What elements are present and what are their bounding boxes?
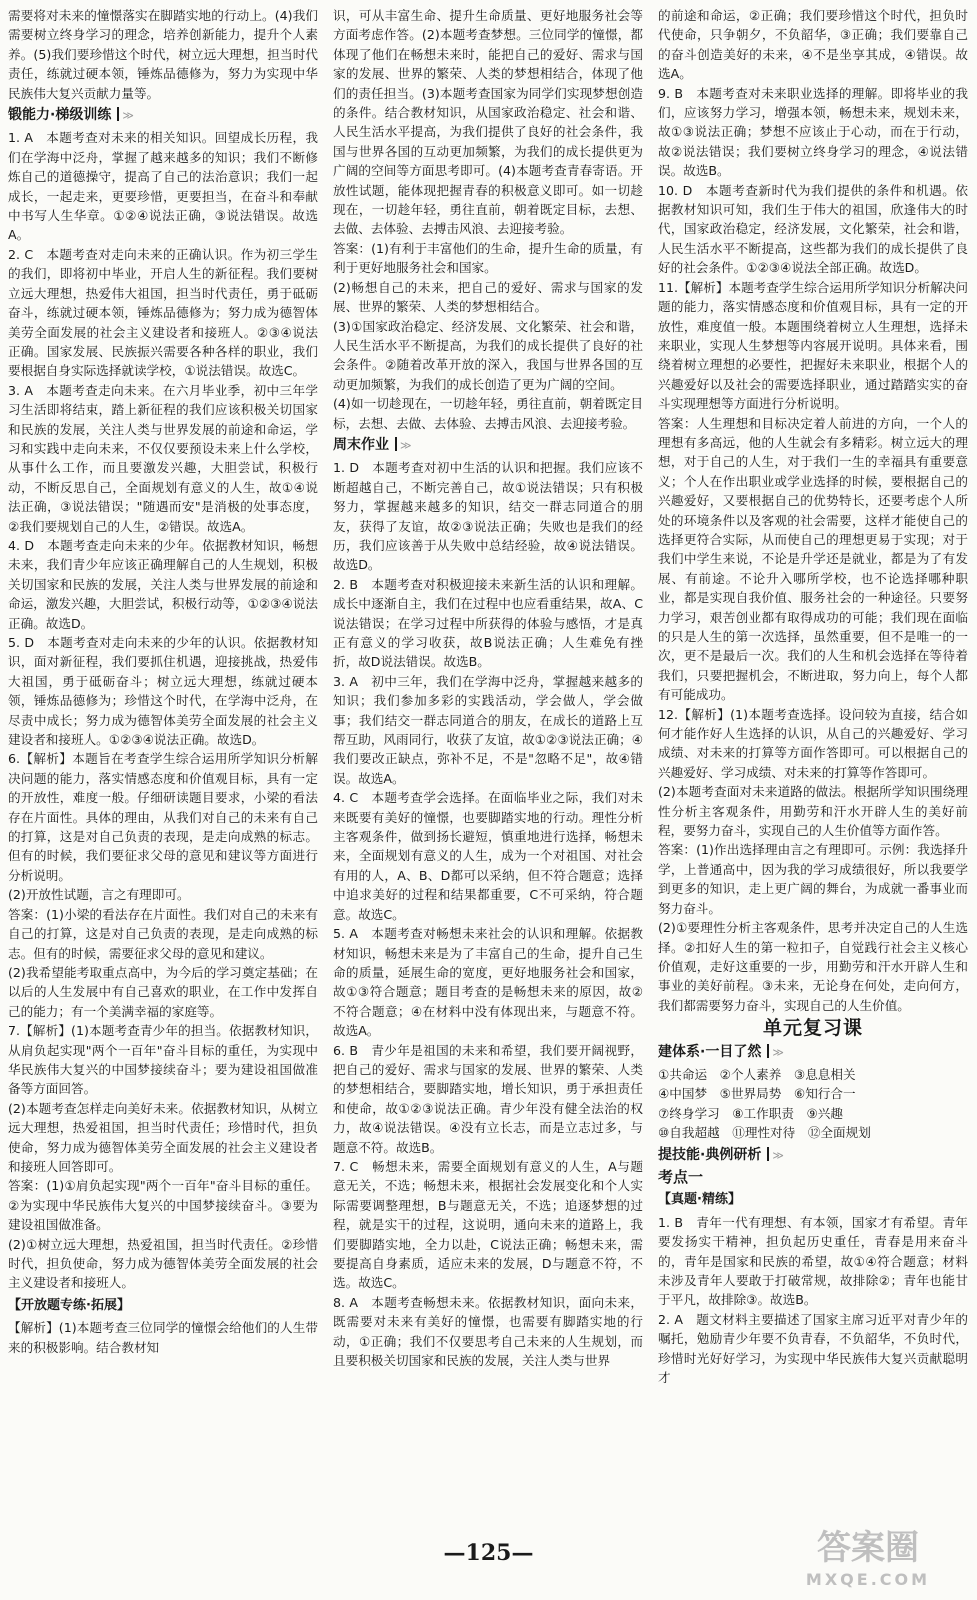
divider-bar [767,1044,769,1058]
column-right [658,6,968,1516]
system-line: ⑦终身学习 ⑧工作职责 ⑨兴趣 [658,1105,843,1121]
answer-item: 6. B 青少年是祖国的未来和希望，我们要开阔视野，把自己的爱好、需求与国家的发展、世界的繁荣、人类的梦想相结合，要脚踏实地，增长知识，勇于承担责任和使命，故①②③说法正确。青少年没有健全法治的权力，故④说法错误。④没有立长志，而是立志过多，与题意不符。故选B。 [333,1042,643,1155]
answer-item: 1. B 青年一代有理想、有本领，国家才有希望。青年要发扬实干精神，担负起历史重任，青春是用来奋斗的，青年是国家和民族的希望，故①④符合题意；材料未涉及青年人要敢于打破常规，故排除②；青年也能甘于平凡，故排除③。故选B。 [658,1214,968,1308]
continued-paragraph: 识，可从丰富生命、提升生命质量、更好地服务社会等方面考虑作答。(2)本题考查梦想。三位同学的憧憬，都体现了他们在畅想未来时，能把自己的爱好、需求与国家的发展、世界的繁荣、人类的梦想相结合，体现了他们的责任担当。(3)本题考查国家为同学们实现梦想创造的条件。结合教材知识，从国家政治稳定、社会和谐、人民生活水平提高，为我们提供了良好的社会条件，我国与世界各国的互动更加频繁，为我们的成长提供更为广阔的空间等方面思考即可。(4)本题考查青春寄语。开放性试题，能体现把握青春的积极意义即可。如一切趁现在，一切趁年轻，勇往直前，朝着既定目标，去想、去做、去体验、去搏击风浪、去迎接考验。 答案：(1)有利于丰富他们的生命，提升生命的质量，有利于更好地服务社会和国家。 (2)畅想自己的未来，把自己的爱好、需求与国家的发展、世界的繁荣、人类的梦想相结合。 (3)①国家政治稳定、经济发展、文化繁荣、社会和谐，人民生活水平不断提高，为我们的成长提供了良好的社会条件。②随着改革开放的深入，我国与世界各国的互动更加频繁，为我们的成长创造了更为广阔的空间。 (4)如一切趁现在，一切趁年轻，勇往直前，朝着既定目标，去想、去做、去体验、去搏击风浪、去迎接考验。 [333,8,643,431]
chevron-icon: ≫ [772,1045,784,1059]
answer-item: 2. A 题文材料主要描述了国家主席习近平对青少年的嘱托，勉励青少年要不负青春，不负韶华，不负时代，珍惜时光好好学习，为实现中华民族伟大复兴贡献聪明才 [658,1311,968,1386]
chevron-icon: ≫ [772,1148,784,1162]
divider-bar [767,1147,769,1161]
answer-item: 7.【解析】(1)本题考查青少年的担当。依据教材知识，从肩负起实现"两个一百年"奋斗目标的重任，为实现中华民族伟大复兴的中国梦接续奋斗；要为建设祖国做准备等方面回答。 (2)本题考查怎样走向美好未来。依据教材知识，从树立远大理想，热爱祖国，担当时代责任；珍惜时代，担负使命，努力成为德智体美劳全面发展的社会主义建设者和接班人回答即可。 答案：(1)①肩负起实现"两个一百年"奋斗目标的重任。②为实现中华民族伟大复兴的中国梦接续奋斗。③要为建设祖国做准备。 (2)①树立远大理想，热爱祖国，担当时代责任。②珍惜时代，担负使命，努力成为德智体美劳全面发展的社会主义建设者和接班人。 [8,1023,318,1291]
answer-item: 5. D 本题考查对走向未来的少年的认识。依据教材知识，面对新征程，我们要抓住机遇，迎接挑战，热爱伟大祖国，勇于砥砺奋斗；树立远大理想，练就过硬本领，锤炼品德修为；珍惜这个时代，在学海中泛舟，在尽责中成长；努力成为德智体美劳全面发展的社会主义建设者和接班人。①②③④说法正确。故选D。 [8,635,318,748]
answer-item: 2. B 本题考查对积极迎接未来新生活的认识和理解。成长中逐渐自主，我们在过程中也应看重结果，故A、C说法错误；在学习过程中所获得的体验与感悟，才是真正有意义的学习收获，故B说法正确；人生难免有挫折，故D说法错误。故选B。 [333,576,643,670]
answer-item: 2. C 本题考查对走向未来的正确认识。作为初三学生的我们，即将初中毕业，开启人生的新征程。我们要树立远大理想，热爱伟大祖国，担当时代责任，勇于砥砺奋斗，练就过硬本领，锤炼品德修为；努力成为德智体美劳全面发展的社会主义建设者和接班人。②③④说法正确。国家发展、民族振兴需要各种各样的职业，我们要根据自身实际选择就读学校，①说法错误。故选C。 [8,246,318,379]
section-heading-system: 建体系·一目了然 ≫ [658,1043,784,1060]
system-line: ①共命运 ②个人素养 ③息息相关 [658,1066,856,1082]
divider-bar [395,437,397,451]
column-middle [333,6,643,1516]
answer-item: 7. C 畅想未来，需要全面规划有意义的人生，A与题意无关，不选；畅想未来，根据社会发展变化和个人实际需要调整理想，B与题意无关，不选；追逐梦想的过程，就是实干的过程，这说明，通向未来的道路上，我们要脚踏实地，全力以赴，C说法正确；畅想未来，需要提高自身素质，适应未来的发展，D与题意不符，不选。故选C。 [333,1158,643,1291]
column-left [8,6,318,1516]
continued-paragraph: 的前途和命运，②正确；我们要珍惜这个时代，担负时代使命，只争朝夕，不负韶华，③正确；我们要靠自己的奋斗创造美好的未来，④不是坐享其成，④错误。故选A。 [658,8,968,82]
chevron-icon: ≫ [122,109,134,123]
answer-item: 1. A 本题考查对未来的相关知识。回望成长历程，我们在学海中泛舟，掌握了越来越多的知识；我们不断修炼自己的道德操守，提高了自己的法治意识；我们一起成长，一起走来，更要珍惜，更要担当，在奋斗和奉献中书写人生华章。①②④说法正确，③说法错误。故选A。 [8,130,318,243]
divider-bar [117,107,119,121]
answer-item: 4. C 本题考查学会选择。在面临毕业之际，我们对未来既要有美好的憧憬，也要脚踏实地的行动。理性分析主客观条件，做到扬长避短，慎重地进行选择，畅想未来，全面规划有意义的人生，成为一个对祖国、对社会有用的人，A、B、D都可以采纳，但不符合题意；选择中追求美好的过程和结果都重要，C不可采纳，符合题意。故选C。 [333,790,643,922]
system-line: ⑩自我超越 ⑪理性对待 ⑫全面规划 [658,1125,871,1141]
section-heading-weekend: 周末作业 ≫ [333,436,412,453]
intro-paragraph: 需要将对未来的憧憬落实在脚踏实地的行动上。(4)我们需要树立终身学习的理念，培养创新能力，提升个人素养。(5)我们要珍惜这个时代，树立远大理想，担当时代责任，练就过硬本领，锤炼品德修为，努力为实现中华民族伟大复兴贡献力量等。 [8,8,318,101]
page-number: —125— [443,1540,534,1566]
section-heading-skill: 提技能·典例研析 ≫ [658,1146,784,1163]
answer-item: 11.【解析】本题考查学生综合运用所学知识分析解决问题的能力，落实情感态度和价值观目标，具有一定的开放性，难度值一般。本题围绕着树立人生理想，选择未来职业，实现人生梦想等内容展开说明。具体来看，围绕着树立理想的必要性，把握好未来职业，根据个人的兴趣爱好以及社会的需要选择职业，通过踏踏实实的奋斗实现理想等方面进行分析说明。 答案：人生理想和目标决定着人前进的方向，一个人的理想有多高远，他的人生就会有多精彩。树立远大的理想，对于自己的人生，对于我们一生的幸福具有重要意义；个人在作出职业或学业选择的时候，要根据自己的兴趣爱好，又要根据自己的优势特长，还要考虑个人所处的环境条件以及客观的社会需要，这样才能使自己的选择更符合实际，从而使自己的理想更易于实现；对于我们中学生来说，不论是升学还是就业，都是为了有发展、有前途。不论升入哪所学校，也不论选择哪种职业，都是实现自我价值、服务社会的一种途径。只要努力学习，艰苦创业都有取得成功的可能；我们现在面临的只是人生的第一次选择，虽然重要，但不是唯一的一次，更不是最后一次。我们的人生和机会选择在等待着我们，只要把握机会，不断进取，努力向上，每个人都有可能成功。 [658,279,968,703]
answer-item: 12.【解析】(1)本题考查选择。设问较为直接，结合如何才能作好人生选择的认识，从自己的兴趣爱好、学习成绩、对未来的打算等方面作答即可。可以根据自己的兴趣爱好、学习成绩、对未来的打算等作答即可。 (2)本题考查面对未来道路的做法。根据所学知识围绕理性分析主客观条件，用勤劳和汗水开辟人生的美好前程，要努力奋斗，实现自己的人生价值等方面作答。 答案：(1)作出选择理由言之有理即可。示例：我选择升学，上普通高中，因为我的学习成绩很好，所以我要学到更多的知识，走上更广阔的舞台，为成就一番事业而努力奋斗。 (2)①要理性分析主客观条件，思考并决定自己的人生选择。②扣好人生的第一粒扣子，自觉践行社会主义核心价值观，走好这重要的一步，用勤劳和汗水开辟人生和事业的美好前程。③未来，无论身在何处，走向何方，我们都需要努力奋斗，实现自己的人生价值。 [658,706,968,1013]
system-line: ④中国梦 ⑤世界局势 ⑥知行合一 [658,1086,856,1102]
open-question-heading: 【开放题专练·拓展】 [8,1297,130,1313]
answer-item: 6.【解析】本题旨在考查学生综合运用所学知识分析解决问题的能力，落实情感态度和价值观目标，具有一定的开放性，难度一般。仔细研读题目要求，小梁的看法存在片面性。具体的理由，从我们对自己的未来有自己的打算，这是对自己负责的表现，是走向成熟的标志。但有的时候，我们要征求父母的意见和建议等方面进行分析说明。 (2)开放性试题，言之有理即可。 答案：(1)小梁的看法存在片面性。我们对自己的未来有自己的打算，这是对自己负责的表现，是走向成熟的标志。但有的时候，需要征求父母的意见和建议。 (2)我希望能考取重点高中，为今后的学习奠定基础；在以后的人生发展中有自己喜欢的职业，在工作中发挥自己的能力；有一个美满幸福的家庭等。 [8,751,318,1019]
answer-item: 5. A 本题考查对畅想未来社会的认识和理解。依据教材知识，畅想未来是为了丰富自己的生命，提升自己生命的质量，延展生命的宽度，更好地服务社会和国家，故①③符合题意；题目考查的是畅想未来的原因，故②不符合题意；④在材料中没有体现出来，与题意不符。故选A。 [333,926,643,1039]
chevron-icon: ≫ [400,438,412,452]
answer-item: 3. A 本题考查走向未来。在六月毕业季，初中三年学习生活即将结束，踏上新征程的我们应该积极关切国家和民族的发展，关注人类与世界发展的前途和命运，学习和实践中走向未来，不仅仅要预设未来上什么学校，从事什么工作，而且要激发兴趣，大胆尝试，积极行动，不断反思自己，全面规划有意义的人生，故①④说法正确，③说法错误；"随遇而安"是消极的处事态度，②我们要规划自己的人生，②错误。故选A。 [8,382,318,534]
drill-heading: 【真题·精练】 [658,1192,741,1208]
answer-item: 9. B 本题考查对未来职业选择的理解。即将毕业的我们，应该努力学习，增强本领，畅想未来，规划未来，故①③说法正确；梦想不应该止于心动，而在于行动，故②说法错误；我们要树立终身学习的理念，④说法错误。故选B。 [658,85,968,179]
answer-item: 1. D 本题考查对初中生活的认识和把握。我们应该不断超越自己，不断完善自己，故①说法错误；只有积极努力，掌握越来越多的知识，结交一群志同道合的朋友，获得了友谊，故②③说法正确；失败也是我们的经历，我们应该善于从失败中总结经验，故④说法错误。故选D。 [333,460,643,573]
watermark-logo: 答案圈 MXQE.COM [805,1528,931,1589]
answer-item: 【解析】(1)本题考查三位同学的憧憬会给他们的人生带来的积极影响。结合教材知 [8,1320,318,1355]
answer-item: 10. D 本题考查新时代为我们提供的条件和机遇。依据教材知识可知，我们生于伟大的祖国，欣逢伟大的时代，国家政治稳定，经济发展，文化繁荣，社会和谐，人民生活水平不断提高，这些都为我们的成长提供了良好的社会条件。①②③④说法全部正确。故选D。 [658,182,968,276]
point-heading: 考点一 [658,1167,704,1186]
answer-item: 8. A 本题考查畅想未来。依据教材知识，面向未来，既需要对未来有美好的憧憬，也需要有脚踏实地的行动，①正确；我们不仅要思考自己未来的人生规划，而且要积极关切国家和民族的发展，关注人类与世界 [333,1294,643,1369]
answer-item: 4. D 本题考查走向未来的少年。依据教材知识，畅想未来，我们青少年应该正确理解自己的人生规划，积极关切国家和民族的发展，关注人类与世界发展的前途和命运，激发兴趣，大胆尝试，积极行动等，①②③④说法正确。故选D。 [8,537,318,631]
answer-item: 3. A 初中三年，我们在学海中泛舟，掌握越来越多的知识；我们参加多彩的实践活动，学会做人，学会做事；我们结交一群志同道合的朋友，在成长的道路上互帮互助，风雨同行，收获了友谊，故①②③说法正确；④我们要改正缺点，弥补不足，不是"忽略不足"，故④错误。故选A。 [333,673,643,786]
section-heading-ability: 锻能力·梯级训练 ≫ [8,107,134,124]
unit-review-title: 单元复习课 [762,1017,863,1040]
